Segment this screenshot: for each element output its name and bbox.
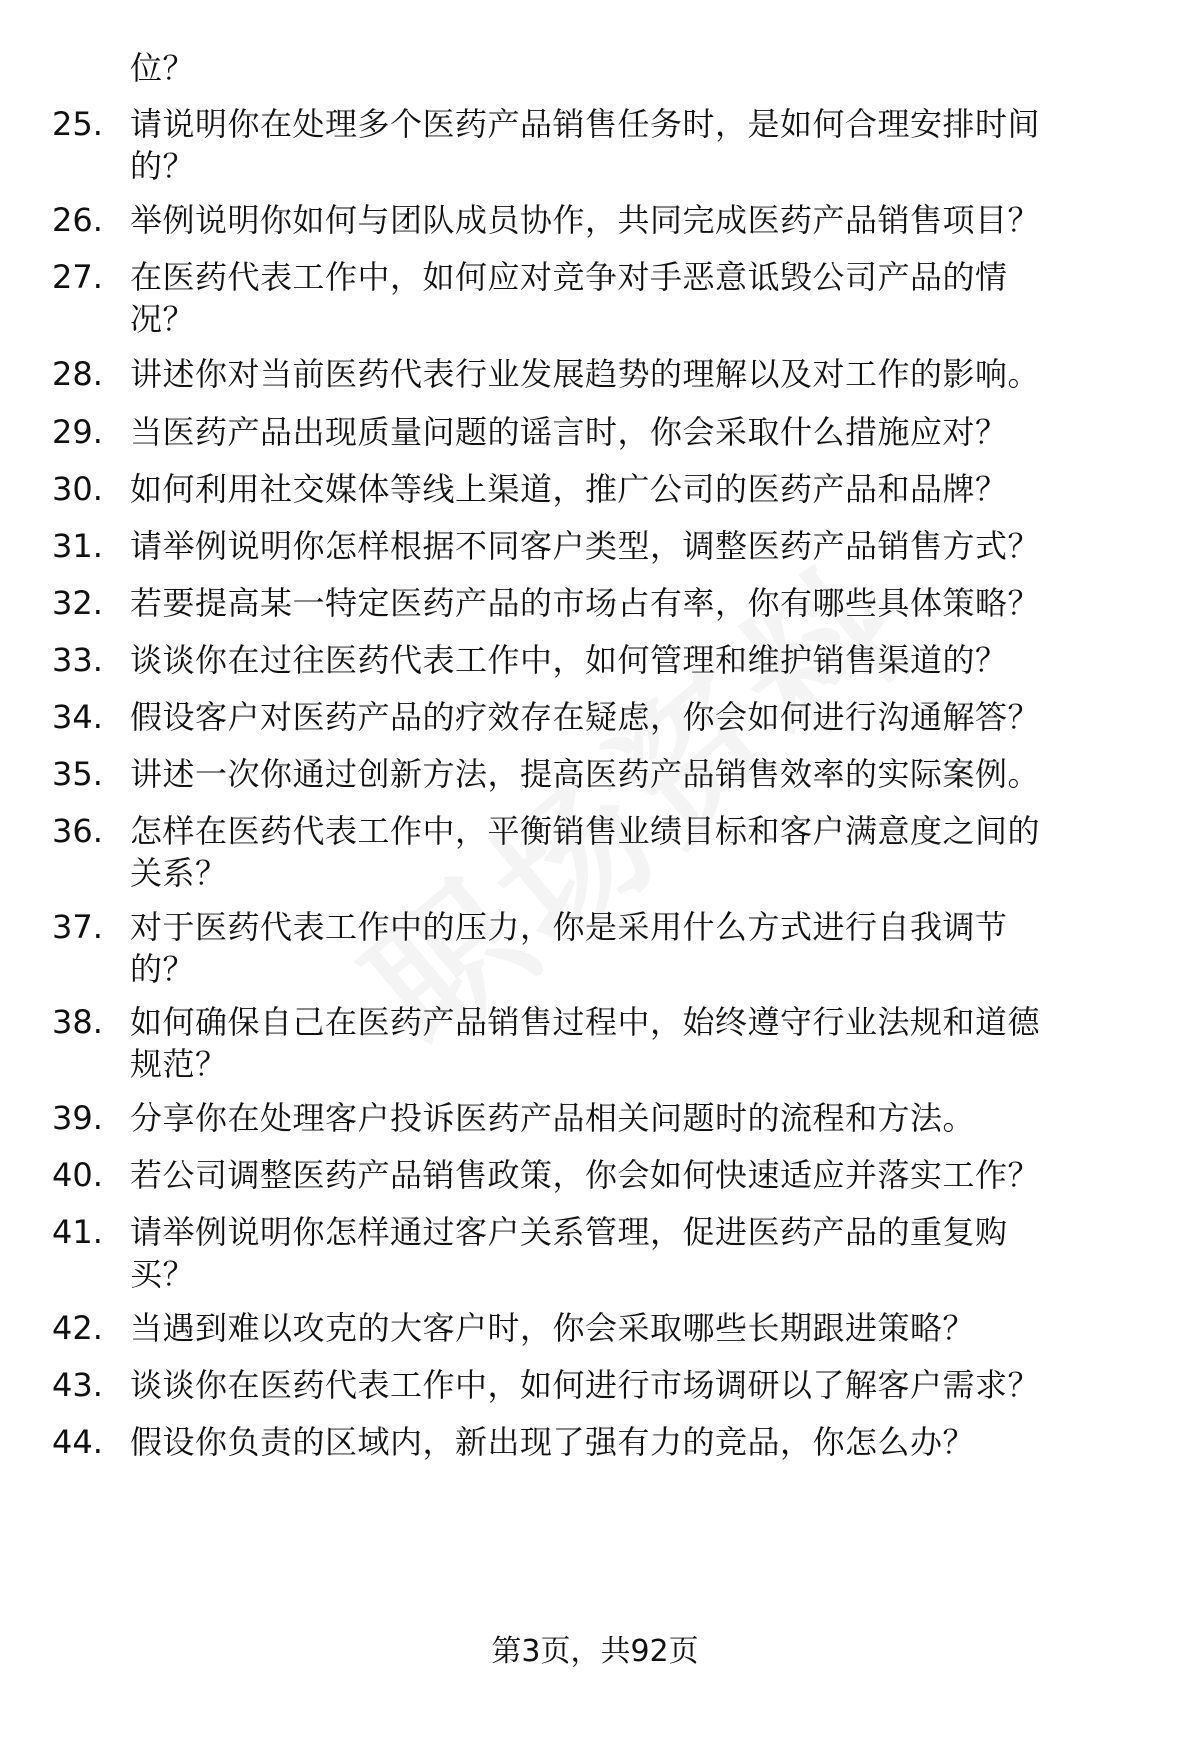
question-number: 37.	[52, 908, 103, 946]
question-number: 41.	[52, 1213, 103, 1251]
question-number: 38.	[52, 1003, 103, 1041]
question-text-line: 的？	[130, 147, 196, 185]
question-number: 40.	[52, 1156, 103, 1194]
question-text-line: 关系？	[130, 854, 228, 892]
question-number: 30.	[52, 470, 103, 508]
question-text-line: 买？	[130, 1255, 196, 1293]
question-text-line: 对于医药代表工作中的压力，你是采用什么方式进行自我调节	[130, 908, 1008, 946]
question-text-line: 在医药代表工作中，如何应对竞争对手恶意诋毁公司产品的情	[130, 258, 1008, 296]
question-text-line: 假设你负责的区域内，新出现了强有力的竞品，你怎么办？	[130, 1423, 976, 1461]
question-text-line: 讲述你对当前医药代表行业发展趋势的理解以及对工作的影响。	[130, 355, 1041, 393]
question-number: 35.	[52, 755, 103, 793]
question-text-line: 怎样在医药代表工作中，平衡销售业绩目标和客户满意度之间的	[130, 812, 1041, 850]
question-number: 33.	[52, 641, 103, 679]
question-number: 27.	[52, 258, 103, 296]
question-text-line: 如何确保自己在医药产品销售过程中，始终遵守行业法规和道德	[130, 1003, 1041, 1041]
continuation-text: 位？	[130, 49, 196, 87]
question-text-line: 若公司调整医药产品销售政策，你会如何快速适应并落实工作？	[130, 1156, 1041, 1194]
question-number: 25.	[52, 105, 103, 143]
question-number: 42.	[52, 1309, 103, 1347]
question-text-line: 谈谈你在过往医药代表工作中，如何管理和维护销售渠道的？	[130, 641, 1008, 679]
question-text-line: 若要提高某一特定医药产品的市场占有率，你有哪些具体策略？	[130, 584, 1041, 622]
question-text-line: 请说明你在处理多个医药产品销售任务时，是如何合理安排时间	[130, 105, 1041, 143]
question-text-line: 谈谈你在医药代表工作中，如何进行市场调研以了解客户需求？	[130, 1366, 1041, 1404]
question-text-line: 的？	[130, 950, 196, 988]
question-number: 43.	[52, 1366, 103, 1404]
question-text-line: 规范？	[130, 1045, 228, 1083]
question-text-line: 请举例说明你怎样通过客户关系管理，促进医药产品的重复购	[130, 1213, 1008, 1251]
question-text-line: 假设客户对医药产品的疗效存在疑虑，你会如何进行沟通解答？	[130, 698, 1041, 736]
question-number: 32.	[52, 584, 103, 622]
question-text-line: 讲述一次你通过创新方法，提高医药产品销售效率的实际案例。	[130, 755, 1041, 793]
question-number: 28.	[52, 355, 103, 393]
question-text-line: 况？	[130, 300, 196, 338]
question-number: 31.	[52, 527, 103, 565]
question-text-line: 举例说明你如何与团队成员协作，共同完成医药产品销售项目？	[130, 201, 1041, 239]
question-text-line: 如何利用社交媒体等线上渠道，推广公司的医药产品和品牌？	[130, 470, 1008, 508]
question-text-line: 分享你在处理客户投诉医药产品相关问题时的流程和方法。	[130, 1099, 976, 1137]
question-number: 29.	[52, 413, 103, 451]
question-number: 39.	[52, 1099, 103, 1137]
page-number-footer: 第3页，共92页	[491, 1634, 699, 1669]
question-number: 44.	[52, 1423, 103, 1461]
question-number: 36.	[52, 812, 103, 850]
question-text-line: 当医药产品出现质量问题的谣言时，你会采取什么措施应对？	[130, 413, 1008, 451]
question-text-line: 当遇到难以攻克的大客户时，你会采取哪些长期跟进策略？	[130, 1309, 976, 1347]
question-number: 34.	[52, 698, 103, 736]
question-text-line: 请举例说明你怎样根据不同客户类型，调整医药产品销售方式？	[130, 527, 1041, 565]
question-number: 26.	[52, 201, 103, 239]
